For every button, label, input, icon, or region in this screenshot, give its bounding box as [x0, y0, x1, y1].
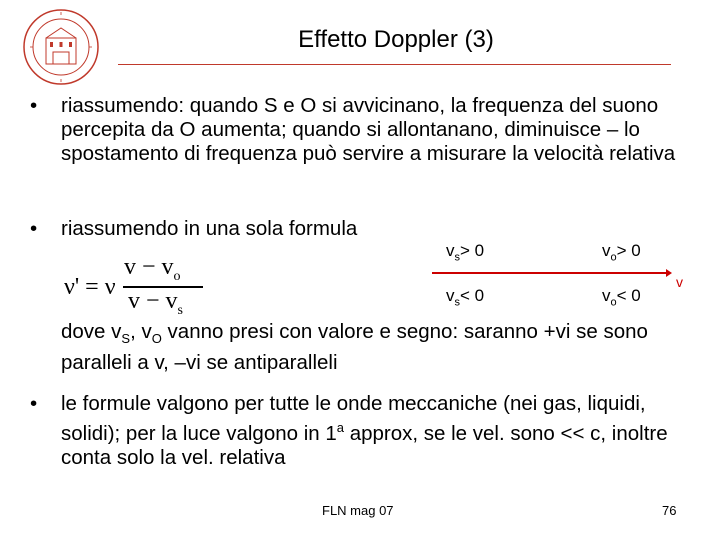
footer-course: FLN mag 07 [322, 503, 394, 518]
bullet-marker: • [30, 94, 38, 117]
bullet-2-continuation: dove $v_S$, $v_O$ vanno presi con valore e segno: saranno +vi se sono paralleli a v, –vi se antiparalleli [61, 320, 648, 375]
bullet-marker: • [30, 217, 38, 240]
bullet-2-text: riassumendo in una sola formula [61, 217, 358, 240]
velocity-arrow [432, 268, 672, 280]
bullet-marker: • [30, 392, 38, 415]
velocity-arrow-label: v [676, 274, 683, 290]
doppler-formula [64, 254, 214, 318]
bullet-1-text: riassumendo: quando S e O si avvicinano, la frequenza del suono percepita da O aumenta; quando si allontanano, diminuisce – lo spostamento di frequenza può servire a misurare la velocità relativa [61, 94, 676, 165]
vs-negative-label: $v_s< 0$ [446, 286, 485, 309]
formula-numerator: $v - v_o$ [124, 254, 181, 284]
vo-negative-label: $v_o< 0$ [602, 286, 641, 309]
vs-positive-label: $v_s> 0$ [446, 241, 485, 264]
vo-positive-label: $v_o> 0$ [602, 241, 641, 264]
bullet-3-text: le formule valgono per tutte le onde meccaniche (nei gas, liquidi, solidi); per la luce valgono in 1$^a$ approx, se le vel. sono << c, inoltre conta solo la vel. relativa [61, 392, 668, 469]
bullet-1 [0, 94, 720, 204]
formula-lhs: ν' = ν [64, 274, 116, 300]
title-divider [118, 64, 671, 65]
slide-title: Effetto Doppler (3) [298, 26, 494, 53]
formula-denominator: $v - v_s$ [128, 288, 183, 318]
footer-page-number: 76 [662, 503, 677, 518]
